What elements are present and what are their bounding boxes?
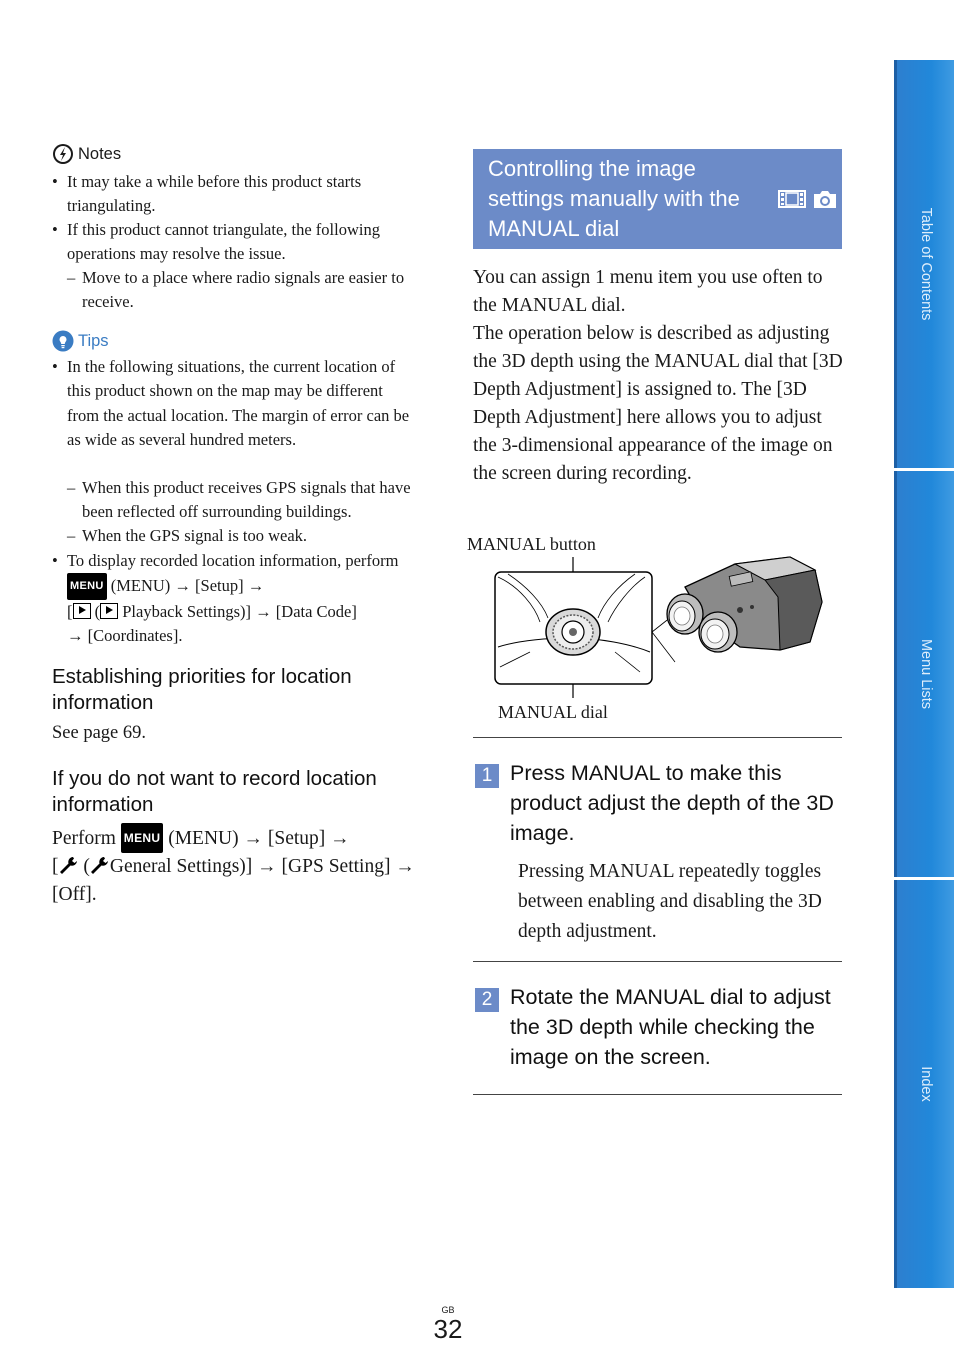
wrench-icon [59,856,79,874]
camera-mode-icon [812,188,838,210]
step-1-detail: Pressing MANUAL repeatedly toggles between enabling and disabling the 3D depth adjustment. [518,861,822,942]
priorities-heading: Establishing priorities for location information [52,665,352,714]
figure-label-dial: MANUAL dial [498,702,608,722]
camcorder-illustration [490,552,830,702]
list-item: • It may take a while before this product starts triangulating. [52,172,362,216]
no-record-heading: If you do not want to record location information [52,767,377,816]
step-2-number: 2 [475,988,499,1012]
notes-heading [52,143,121,165]
lightbulb-icon [52,330,74,352]
divider [473,961,842,962]
list-item: • In the following situations, the current location of this product shown on the map may be different from the actual location. The margin of error can be as wide as several hundred meters. [52,357,410,449]
divider [473,1094,842,1095]
list-item: • To display recorded location information, perform MENU (MENU) → [Setup] → [ ( Playback Settings)] → [Data Code] → [Coordinates]. [52,551,399,645]
menu-button-icon: MENU [67,573,107,599]
intro-text: You can assign 1 menu item you use often to the MANUAL dial. The operation below is described as adjusting the 3D depth using the MANUAL dial that [3D Depth Adjustment] is assigned to. The [3D Depth Adjustment] here allows you to adjust the 3-dimensional appearance of the image on the screen during recording. [473,267,843,484]
movie-mode-icon [778,188,806,210]
tab-menu-lists-label: Menu Lists [918,638,934,710]
notes-icon [52,143,74,165]
region-code: GB [441,1305,455,1315]
tab-table-of-contents-label: Table of Contents [918,207,934,321]
wrench-icon [90,856,110,874]
tips-heading [52,330,109,352]
step-1-title: Press MANUAL to make this product adjust the depth of the 3D image. [510,761,834,845]
section-mode-icons [778,188,838,210]
priorities-body: See page 69. [52,723,147,743]
step-1-number: 1 [475,764,499,788]
playback-icon [100,603,118,619]
tab-table-of-contents[interactable] [894,60,954,468]
tab-index[interactable] [894,880,954,1288]
tips-heading-label: Tips [78,331,109,350]
divider [473,737,842,738]
list-item: – Move to a place where radio signals are easier to receive. [67,268,405,312]
step-2-title: Rotate the MANUAL dial to adjust the 3D depth while checking the image on the screen. [510,985,831,1069]
list-item: • If this product cannot triangulate, the following operations may resolve the issue. [52,220,380,264]
notes-heading-label: Notes [78,144,122,163]
page-number [428,1305,468,1343]
no-record-body: Perform MENU (MENU) → [Setup] → [ ( General Settings)] → [GPS Setting] → [Off]. [52,823,432,909]
list-item: – When this product receives GPS signals that have been reflected off surrounding buildings. [67,478,411,522]
section-title: Controlling the image settings manually with the MANUAL dial [488,156,740,241]
playback-icon [73,603,91,619]
tab-index-label: Index [918,1066,934,1102]
figure-label-button: MANUAL button [467,534,596,554]
tab-menu-lists[interactable] [894,471,954,877]
list-item: – When the GPS signal is too weak. [67,526,308,545]
menu-button-icon: MENU [121,823,164,853]
page-number-value: 32 [433,1314,463,1344]
